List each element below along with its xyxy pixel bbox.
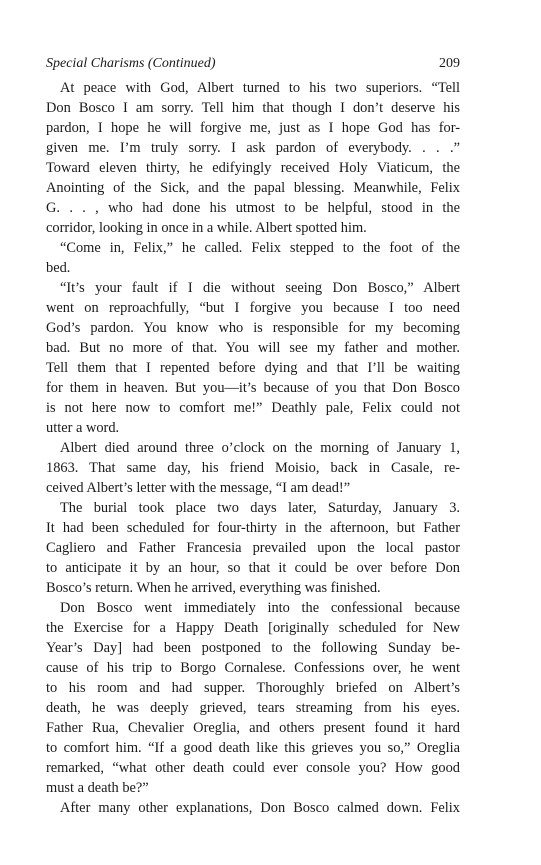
text-line: Year’s Day] had been postponed to the following Sunday be- [46,640,460,656]
text-line: Don Bosco went immediately into the confessional because [60,600,460,616]
text-line: cause of his trip to Borgo Cornalese. Confessions over, he went [46,660,460,676]
body-text [46,78,460,818]
text-line: must a death be?” [46,780,149,796]
text-line: pardon, I hope he will forgive me, just as I hope God has for- [46,120,460,136]
text-line: Anointing of the Sick, and the papal blessing. Meanwhile, Felix [46,180,460,196]
text-line: “Come in, Felix,” he called. Felix stepped to the foot of the [60,240,460,256]
text-line: God’s pardon. You know who is responsible for my becoming [46,320,460,336]
text-line: Cagliero and Father Francesia prevailed upon the local pastor [46,540,460,556]
text-line: to comfort him. “If a good death like this grieves you so,” Oreglia [46,740,460,756]
text-line: to his room and had supper. Thoroughly briefed on Albert’s [46,680,460,696]
text-line: went on reproachfully, “but I forgive you because I too need [46,300,460,316]
text-line: The burial took place two days later, Saturday, January 3. [60,500,460,516]
text-line: Father Rua, Chevalier Oreglia, and others present found it hard [46,720,460,736]
text-line: “It’s your fault if I die without seeing Don Bosco,” Albert [60,280,460,296]
text-line: After many other explanations, Don Bosco calmed down. Felix [60,800,460,816]
text-line: bad. But no more of that. You will see my father and mother. [46,340,460,356]
text-line: is not here now to comfort me!” Deathly pale, Felix could not [46,400,460,416]
text-line: 1863. That same day, his friend Moisio, back in Casale, re- [46,460,460,476]
text-line: bed. [46,260,71,276]
text-line: G. . . , who had done his utmost to be helpful, stood in the [46,200,460,216]
text-line: Toward eleven thirty, he edifyingly received Holy Viaticum, the [46,160,460,176]
running-head [46,56,460,76]
text-line: ceived Albert’s letter with the message, “I am dead!” [46,480,351,496]
text-line: corridor, looking in once in a while. Albert spotted him. [46,220,367,236]
book-page [46,56,460,818]
text-line: Bosco’s return. When he arrived, everything was finished. [46,580,381,596]
text-line: given me. I’m truly sorry. I ask pardon of everybody. . . .” [46,140,460,156]
text-line: Albert died around three o’clock on the morning of January 1, [60,440,460,456]
text-line: death, he was deeply grieved, tears streaming from his eyes. [46,700,460,716]
text-line: At peace with God, Albert turned to his two superiors. “Tell [60,80,460,96]
text-line: the Exercise for a Happy Death [originally scheduled for New [46,620,460,636]
text-line: Tell them that I repented before dying and that I’ll be waiting [46,360,460,376]
text-line: Don Bosco I am sorry. Tell him that though I don’t deserve his [46,100,460,116]
section-title: Special Charisms (Continued) [46,56,216,71]
text-line: for them in heaven. But you—it’s because of you that Don Bosco [46,380,460,396]
text-line: to anticipate it by an hour, so that it could be over before Don [46,560,460,576]
text-line: remarked, “what other death could ever console you? How good [46,760,460,776]
text-line: It had been scheduled for four-thirty in the afternoon, but Father [46,520,460,536]
page-number: 209 [439,56,460,71]
text-line: utter a word. [46,420,120,436]
